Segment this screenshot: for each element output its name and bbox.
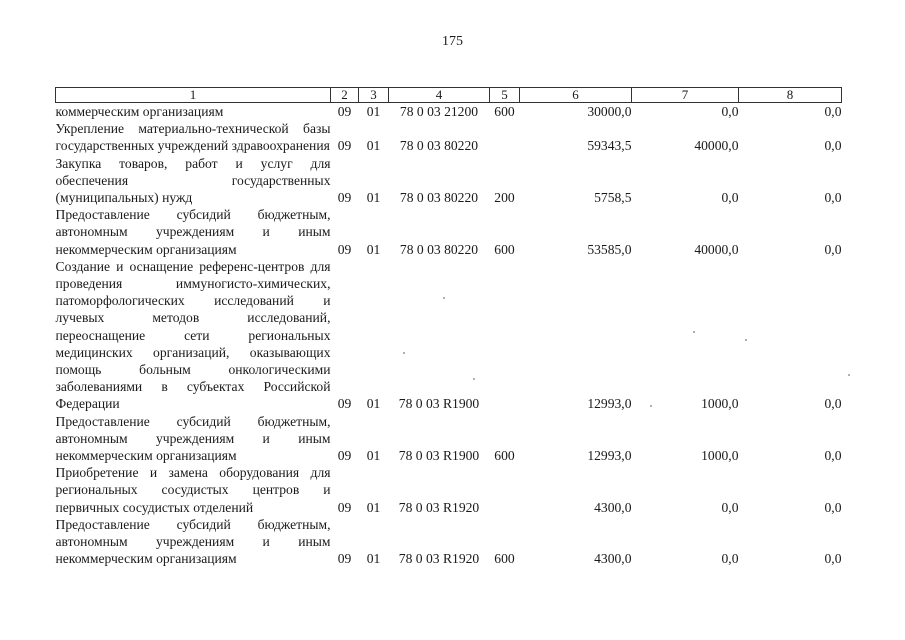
target-article-code: 78 0 03 21200 — [399, 104, 479, 119]
table-row — [56, 413, 842, 465]
table-row — [56, 206, 842, 258]
row-description: Предоставление субсидий бюджетным, автономным учреждениям и иным некоммерческим организациям — [55, 413, 331, 464]
target-article-code: 78 0 03 R1900 — [398, 448, 480, 464]
amount-col6: 30000,0 — [587, 104, 632, 119]
amount-col8: 0,0 — [824, 104, 842, 119]
subsection-code: 01 — [366, 396, 381, 412]
target-article-code: 78 0 03 80220 — [399, 138, 479, 154]
amount-col6: 59343,5 — [587, 138, 632, 154]
scan-speck — [693, 331, 695, 333]
target-article-code: 78 0 03 80220 — [399, 190, 479, 206]
target-article-code: 78 0 03 R1920 — [398, 499, 480, 515]
amount-col6: 12993,0 — [587, 396, 632, 412]
section-code: 09 — [337, 241, 352, 257]
amount-col7: 1000,0 — [701, 396, 739, 412]
amount-col8: 0,0 — [824, 499, 842, 515]
row-description: Закупка товаров, работ и услуг для обеспечения государственных (муниципальных) нужд — [55, 155, 331, 206]
amount-col6: 12993,0 — [587, 448, 632, 464]
row-description: Предоставление субсидий бюджетным, автономным учреждениям и иным некоммерческим организациям — [55, 516, 331, 567]
amount-col7: 0,0 — [721, 190, 739, 206]
table-row — [56, 464, 842, 516]
subsection-code: 01 — [366, 499, 381, 515]
budget-table — [55, 87, 842, 567]
scan-speck — [848, 374, 850, 376]
amount-col7: 0,0 — [721, 499, 739, 515]
col-header-8: 8 — [739, 88, 842, 103]
expense-type-code: 600 — [494, 104, 515, 119]
expense-type-code: 200 — [494, 190, 515, 206]
scan-speck — [473, 378, 475, 380]
section-code: 09 — [337, 448, 352, 464]
table-row — [56, 258, 842, 413]
amount-col7: 1000,0 — [701, 448, 739, 464]
amount-col8: 0,0 — [824, 396, 842, 412]
amount-col6: 5758,5 — [594, 190, 632, 206]
col-header-3: 3 — [359, 88, 389, 103]
row-description: коммерческим организациям — [55, 104, 224, 119]
subsection-code: 01 — [366, 551, 381, 567]
expense-type-code — [490, 258, 520, 413]
row-description: Предоставление субсидий бюджетным, автономным учреждениям и иным некоммерческим организациям — [55, 207, 331, 257]
subsection-code: 01 — [366, 138, 381, 154]
table-row — [56, 103, 842, 121]
section-code: 09 — [337, 499, 352, 515]
scan-speck — [403, 352, 405, 354]
table-row — [56, 516, 842, 568]
subsection-code: 01 — [366, 241, 381, 257]
page-number: 175 — [442, 34, 463, 49]
amount-col8: 0,0 — [824, 448, 842, 464]
scan-speck — [745, 339, 747, 341]
header-row — [56, 88, 842, 103]
amount-col8: 0,0 — [824, 190, 842, 206]
amount-col6: 53585,0 — [587, 241, 632, 257]
scan-speck — [443, 297, 445, 299]
amount-col7: 0,0 — [721, 551, 739, 567]
amount-col8: 0,0 — [824, 241, 842, 257]
col-header-2: 2 — [331, 88, 359, 103]
expense-type-code — [490, 464, 520, 516]
col-header-1: 1 — [56, 88, 331, 103]
expense-type-code — [490, 120, 520, 154]
amount-col7: 40000,0 — [694, 241, 739, 257]
subsection-code: 01 — [366, 104, 381, 119]
section-code: 09 — [337, 396, 352, 412]
target-article-code: 78 0 03 R1920 — [398, 551, 480, 567]
section-code: 09 — [337, 104, 352, 119]
subsection-code: 01 — [366, 190, 381, 206]
section-code: 09 — [337, 551, 352, 567]
col-header-6: 6 — [520, 88, 632, 103]
scan-speck — [650, 405, 652, 407]
expense-type-code: 600 — [494, 241, 515, 257]
row-description: Укрепление материально-технической базы государственных учреждений здравоохранения — [55, 121, 331, 154]
table-row — [56, 120, 842, 154]
amount-col7: 40000,0 — [694, 138, 739, 154]
col-header-4: 4 — [389, 88, 490, 103]
amount-col8: 0,0 — [824, 138, 842, 154]
amount-col6: 4300,0 — [594, 551, 632, 567]
row-description: Приобретение и замена оборудования для региональных сосудистых центров и первичных сосудистых отделений — [55, 465, 331, 515]
amount-col6: 4300,0 — [594, 499, 632, 515]
section-code: 09 — [337, 138, 352, 154]
amount-col8: 0,0 — [824, 551, 842, 567]
col-header-7: 7 — [632, 88, 739, 103]
table-row — [56, 155, 842, 207]
section-code: 09 — [337, 190, 352, 206]
target-article-code: 78 0 03 R1900 — [398, 396, 480, 412]
target-article-code: 78 0 03 80220 — [399, 241, 479, 257]
col-header-5: 5 — [490, 88, 520, 103]
row-description: Создание и оснащение референс-центров для проведения иммуногисто-химических, патоморфологических исследований и лучевых методов исследований, переоснащение сети региональных медицинских организаций, оказывающих помощь больным онкологическими заболеваниями в субъектах Российской Федерации — [55, 258, 331, 412]
expense-type-code: 600 — [494, 551, 515, 567]
subsection-code: 01 — [366, 448, 381, 464]
expense-type-code: 600 — [494, 448, 515, 464]
amount-col7: 0,0 — [721, 104, 739, 119]
